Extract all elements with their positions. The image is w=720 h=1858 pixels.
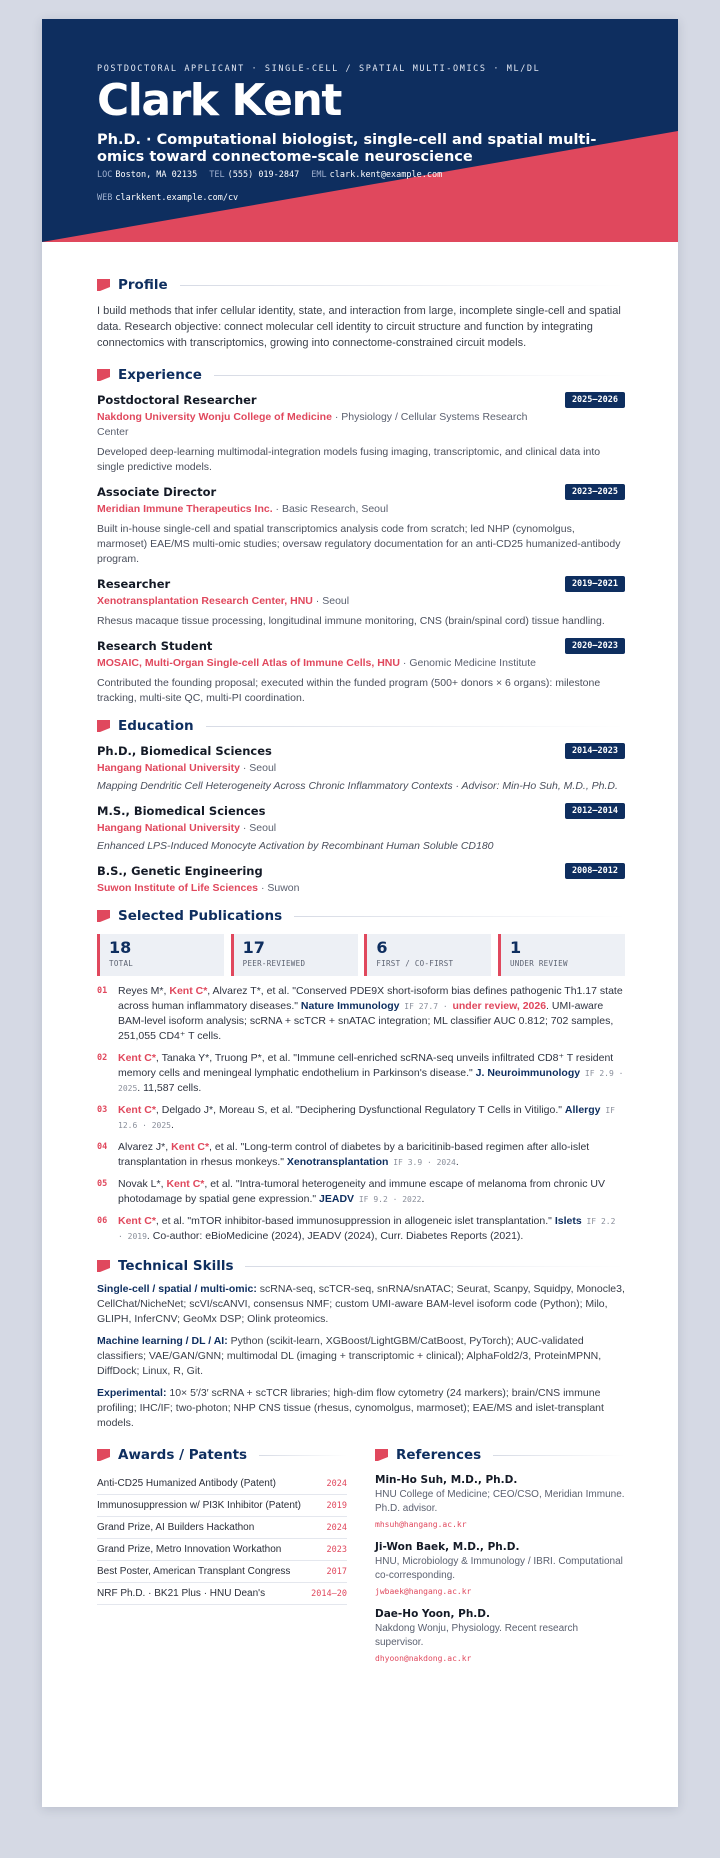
stat-card [231,934,358,976]
entry-organization [97,821,625,836]
entry-description: Built in-house single-cell and spatial transcriptomics analysis code from scratch; led NHP (cynomolgus, marmoset) EAE/MS multi-omic studies; oversaw regulatory documentation for an anti-CD25 humanized-antibody program. [97,523,621,565]
publication-citation: , Tanaka Y*, Truong P*, et al. "Immune cell-enriched scRNA-seq unveils infiltrated CD8⁺ T resident memory cells and meningeal lymphatic endothelium in Parkinson's disease." [118,1052,614,1079]
flag-icon [97,720,110,732]
publication-citation: , et al. "Intra-tumoral heterogeneity and immune escape of melanoma from chronic UV photodamage by spatial gene expression." [118,1178,605,1205]
reference-item [375,1607,625,1666]
publication-self-author: Kent C* [118,1052,156,1064]
reference-description: HNU College of Medicine; CEO/CSO, Meridian Immune. Ph.D. advisor. [375,1489,625,1514]
publication-number: 04 [97,1142,108,1152]
publication-item [97,1140,625,1170]
publication-number: 03 [97,1105,108,1115]
publication-meta: IF 2.2 · 2019 [118,1217,616,1241]
stat-value: 1 [509,938,522,957]
section-title: Selected Publications [118,908,283,924]
entry-title: Researcher [97,577,171,591]
publication-self-author: Kent C* [169,985,208,997]
skill-group [97,1334,625,1379]
stat-card [97,934,224,976]
references-column [375,1445,625,1666]
publication-self-author: Kent C* [118,1104,156,1116]
organization-detail: · Physiology / Cellular Systems Research Center [97,411,528,438]
award-name: NRF Ph.D. · BK21 Plus · HNU Dean's [97,1588,266,1599]
award-name: Best Poster, American Transplant Congress [97,1566,291,1577]
stat-label: TOTAL [109,959,134,968]
website-link[interactable]: clarkkent.example.com/cv [115,193,239,203]
reference-name: Dae-Ho Yoon, Ph.D. [375,1608,490,1620]
flag-icon [97,1260,110,1272]
flag-icon [97,279,110,291]
award-name: Anti-CD25 Humanized Antibody (Patent) [97,1478,276,1489]
entry-title: B.S., Genetic Engineering [97,864,263,878]
publication-notes: . [421,1193,425,1205]
awards-list [97,1473,347,1605]
website-label: WEB [97,193,113,203]
education-entry [97,743,625,794]
award-row [97,1517,347,1539]
section-title: Education [118,718,194,734]
skill-category: Machine learning / DL / AI: [97,1335,228,1347]
publication-number: 02 [97,1053,108,1063]
award-row [97,1583,347,1605]
header-banner [42,19,678,242]
entry-title: Postdoctoral Researcher [97,393,257,407]
section-header-profile [97,275,625,295]
award-row [97,1473,347,1495]
experience-entry [97,638,625,706]
publication-self-author: Kent C* [118,1215,156,1227]
publication-notes: . [170,1119,174,1131]
publication-self-author: Kent C* [166,1178,205,1190]
date-badge: 2012–2014 [565,803,625,819]
date-badge: 2019–2021 [565,576,625,592]
award-year: 2014–20 [311,1588,347,1599]
publication-item [97,1103,625,1133]
education-entry [97,803,625,854]
skill-category: Experimental: [97,1387,167,1399]
skill-group [97,1386,625,1431]
publication-item [97,1177,625,1207]
stat-value: 6 [376,938,388,957]
entry-description: Enhanced LPS-Induced Monocyte Activation by Recombinant Human Soluble CD180 [97,840,494,852]
section-title: Awards / Patents [118,1447,248,1463]
skill-category: Single-cell / spatial / multi-omic: [97,1283,257,1295]
organization-detail: · Basic Research, Seoul [272,503,389,515]
experience-entry [97,484,625,567]
date-badge: 2014–2023 [565,743,625,759]
publication-citation: , et al. "mTOR inhibitor-based immunosuppression in allogeneic islet transplantation." [155,1215,555,1227]
award-name: Grand Prize, AI Builders Hackathon [97,1522,255,1533]
section-title: Experience [118,367,202,383]
skill-list-text: scRNA-seq, scTCR-seq, snRNA/snATAC; Seurat, Scanpy, Squidpy, Monocle3, CellChat/NicheNet; scVI/scANVI, consensus NMF; custom UMI-aware BAM-level isoform code (Python); Milo, GLIPH, InferCNV; GeoMx DSP; Olink proteomics. [97,1283,625,1325]
award-year: 2024 [326,1522,347,1533]
entry-organization [97,410,625,440]
section-header-experience [97,365,625,385]
award-year: 2017 [326,1566,347,1577]
resume-page [42,19,678,1807]
publication-journal: J. Neuroimmunology [475,1067,581,1079]
publication-notes: . Co-author: eBioMedicine (2024), JEADV (2024), Curr. Diabetes Reports (2021). [146,1230,524,1242]
publication-journal: Allergy [564,1104,601,1116]
reference-name: Ji-Won Baek, M.D., Ph.D. [375,1541,520,1553]
stat-card [364,934,491,976]
flag-icon [97,1449,110,1461]
section-title: Profile [118,277,168,293]
stat-label: UNDER REVIEW [509,959,568,968]
stat-value: 18 [109,938,132,957]
organization-name: Nakdong University Wonju College of Medicine [97,411,332,423]
entry-title: M.S., Biomedical Sciences [97,804,266,818]
publication-journal: JEADV [319,1193,355,1205]
award-row [97,1561,347,1583]
organization-name: MOSAIC, Multi-Organ Single-cell Atlas of Immune Cells, HNU [97,657,400,669]
award-year: 2019 [326,1500,347,1511]
organization-name: Hangang National University [97,762,240,774]
entry-organization [97,502,625,517]
reference-item [375,1540,625,1599]
entry-organization [97,761,625,776]
award-year: 2024 [326,1478,347,1489]
organization-detail: · Seoul [312,595,350,607]
entry-organization [97,881,625,896]
reference-description: Nakdong Wonju, Physiology. Recent research supervisor. [375,1623,579,1648]
publication-self-author: Kent C* [171,1141,210,1153]
publication-meta: IF 9.2 · 2022 [354,1195,422,1204]
entry-title: Associate Director [97,485,217,499]
reference-email[interactable]: jwbaek@hangang.ac.kr [375,1587,472,1596]
publication-citation: , et al. "Long-term control of diabetes by a baricitinib-based regimen after allo-islet transplantation in rhesus monkeys." [118,1141,590,1168]
candidate-name: Clark Kent [97,75,341,126]
email-label: EML [311,170,327,180]
skill-list-text: 10× 5′/3′ scRNA + scTCR libraries; high-dim flow cytometry (24 markers); brain/CNS immune profiling; IHC/IF; two-photon; NHP CNS tissue (rhesus, cynomolgus, marmoset); EAE/MS and islet-transplant models. [97,1387,604,1429]
header-kicker: POSTDOCTORAL APPLICANT · SINGLE-CELL / SPATIAL MULTI-OMICS · ML/DL [97,64,541,74]
email-link[interactable]: clark.kent@example.com [329,170,443,180]
award-name: Grand Prize, Metro Innovation Workathon [97,1544,282,1555]
reference-email[interactable]: mhsuh@hangang.ac.kr [375,1520,467,1529]
skills-list [97,1282,625,1431]
publication-journal: Islets [554,1215,582,1227]
education-entry [97,863,625,896]
awards-column [97,1445,347,1666]
flag-icon [375,1449,388,1461]
candidate-tagline: Ph.D. · Computational biologist, single-cell and spatial multi-omics toward connectome-scale neuroscience [97,132,597,165]
contact-info [97,169,637,205]
publication-authors-pre: Novak L*, [118,1178,167,1190]
reference-description: HNU, Microbiology & Immunology / IBRI. Computational co-corresponding. [375,1556,623,1581]
stat-value: 17 [242,938,265,957]
experience-entry [97,392,625,475]
publication-meta: IF 2.9 · 2025 [118,1069,624,1093]
profile-text: I build methods that infer cellular identity, state, and interaction from large, incomplete single-cell and spatial data. Research objective: connect molecular cell identity to circuit structure and function by integrating connectomics with transcriptomics, growing into connectome-constrained circuit models. [97,305,621,349]
section-header-references [375,1445,625,1465]
stat-label: FIRST / CO-FIRST [376,959,454,968]
publication-notes: . [455,1156,459,1168]
publication-number: 05 [97,1179,108,1189]
organization-detail: · Genomic Medicine Institute [399,657,536,669]
education-list [97,743,625,896]
publication-meta: IF 3.9 · 2024 [388,1158,456,1167]
publication-list [97,984,625,1244]
publication-meta: IF 27.7 · [399,1002,453,1011]
stat-label: PEER-REVIEWED [242,959,306,968]
entry-description: Contributed the founding proposal; executed within the funded program (500+ donors × 6 organs): milestone tracking, multi-site QC, multi-PI coordination. [97,677,601,704]
publication-number: 01 [97,986,108,996]
publication-authors-pre: Reyes M*, [118,985,170,997]
reference-item [375,1473,625,1532]
organization-detail: · Seoul [239,822,277,834]
references-list [375,1473,625,1666]
location-value: Boston, MA 02135 [115,170,198,180]
section-header-skills [97,1256,625,1276]
section-title: References [396,1447,482,1463]
reference-email[interactable]: dhyoon@nakdong.ac.kr [375,1654,472,1663]
phone-label: TEL [209,170,225,180]
entry-organization [97,656,625,671]
reference-name: Min-Ho Suh, M.D., Ph.D. [375,1474,518,1486]
entry-description: Developed deep-learning multimodal-integration models fusing imaging, transcriptomic, and clinical data into single predictive models. [97,446,601,473]
entry-organization [97,594,625,609]
entry-title: Ph.D., Biomedical Sciences [97,744,272,758]
organization-name: Hangang National University [97,822,240,834]
award-year: 2023 [326,1544,347,1555]
publication-journal: Nature Immunology [300,1000,400,1012]
skill-list-text: Python (scikit-learn, XGBoost/LightGBM/CatBoost, PyTorch); AUC-validated classifiers; VAE/GAN/GNN; multimodal DL (imaging + transcriptomic + clinical); AlphaFold2/3, ProteinMPNN, DiffDock; Linux, R, Git. [97,1335,602,1377]
publication-journal: Xenotransplantation [286,1156,389,1168]
publication-meta: IF 12.6 · 2025 [118,1106,615,1130]
organization-detail: · Suwon [258,882,300,894]
award-row [97,1495,347,1517]
skill-group [97,1282,625,1327]
publication-notes: . 11,587 cells. [137,1082,202,1094]
date-badge: 2025–2026 [565,392,625,408]
award-row [97,1539,347,1561]
flag-icon [97,910,110,922]
date-badge: 2023–2025 [565,484,625,500]
experience-list [97,392,625,706]
organization-name: Xenotransplantation Research Center, HNU [97,595,313,607]
publication-number: 06 [97,1216,108,1226]
publication-item [97,984,625,1044]
stat-card [498,934,625,976]
phone-value[interactable]: (555) 019-2847 [227,170,300,180]
date-badge: 2020–2023 [565,638,625,654]
publication-authors-pre: Alvarez J*, [118,1141,172,1153]
publication-notes: . UMI-aware BAM-level isoform analysis; scRNA + scTCR + snATAC integration; ML classifier AUC 0.812; 702 samples, 251,055 CD4⁺ T cells. [118,1000,614,1042]
publication-stats [97,934,625,976]
publication-item [97,1051,625,1096]
publication-citation: , Delgado J*, Moreau S, et al. "Deciphering Dysfunctional Regulatory T Cells in Vitiligo." [155,1104,565,1116]
entry-title: Research Student [97,639,213,653]
section-header-awards [97,1445,347,1465]
location-label: LOC [97,170,113,180]
section-title: Technical Skills [118,1258,234,1274]
award-name: Immunosuppression w/ PI3K Inhibitor (Patent) [97,1500,301,1511]
organization-detail: · Seoul [239,762,277,774]
entry-description: Rhesus macaque tissue processing, longitudinal immune monitoring, CNS (brain/spinal cord) tissue handling. [97,615,605,627]
entry-description: Mapping Dendritic Cell Heterogeneity Across Chronic Inflammatory Contexts · Advisor: Min-Ho Suh, M.D., Ph.D. [97,780,618,792]
publication-citation: , Alvarez T*, et al. "Conserved PDE9X short-isoform bias defines pathogenic Th1.17 state across human inflammatory diseases." [118,985,623,1012]
experience-entry [97,576,625,629]
section-header-publications [97,906,625,926]
publication-status: under review, 2026 [452,1000,547,1012]
publication-item [97,1214,625,1244]
section-header-education [97,716,625,736]
organization-name: Meridian Immune Therapeutics Inc. [97,503,273,515]
flag-icon [97,369,110,381]
date-badge: 2008–2012 [565,863,625,879]
organization-name: Suwon Institute of Life Sciences [97,882,259,894]
